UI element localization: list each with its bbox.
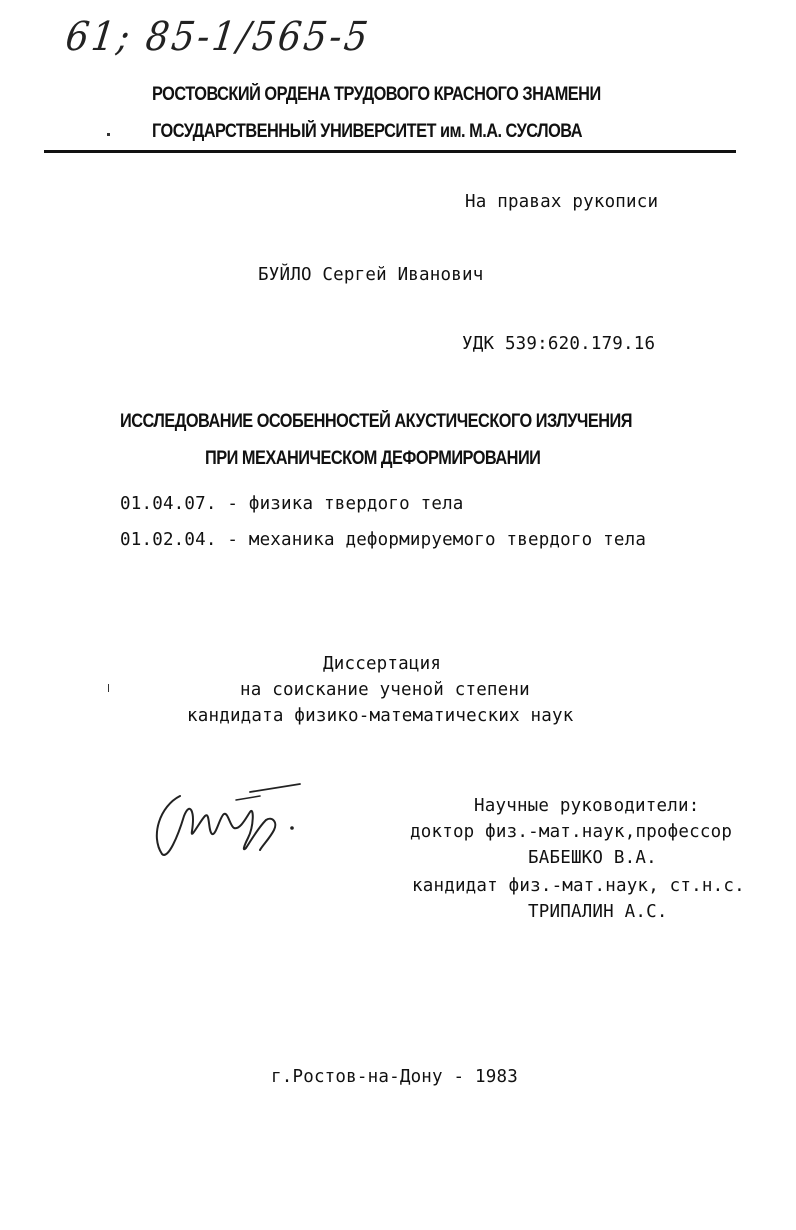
margin-dot [107, 133, 110, 136]
advisor-2-title: кандидат физ.-мат.наук, ст.н.с. [412, 876, 745, 896]
degree-line-3: кандидата физико-математических наук [187, 706, 574, 726]
specialty-1: 01.04.07. - физика твердого тела [120, 494, 464, 514]
dissertation-title-line-1: ИССЛЕДОВАНИЕ ОСОБЕННОСТЕЙ АКУСТИЧЕСКОГО ИЗЛУЧЕНИЯ [120, 411, 632, 432]
udk-code: УДК 539:620.179.16 [462, 334, 656, 354]
rights-note: На правах рукописи [465, 192, 659, 212]
advisor-2-name: ТРИПАЛИН А.С. [528, 902, 668, 922]
degree-line-1: Диссертация [323, 654, 442, 674]
signature-scribble [150, 776, 310, 866]
institution-line-1: РОСТОВСКИЙ ОРДЕНА ТРУДОВОГО КРАСНОГО ЗНАМЕНИ [152, 84, 601, 105]
degree-line-2: на соискание ученой степени [240, 680, 530, 700]
place-and-year: г.Ростов-на-Дону - 1983 [271, 1067, 518, 1087]
specialty-2: 01.02.04. - механика деформируемого твердого тела [120, 530, 647, 550]
institution-line-2: ГОСУДАРСТВЕННЫЙ УНИВЕРСИТЕТ им. М.А. СУСЛОВА [152, 121, 583, 142]
author-name: БУЙЛО Сергей Иванович [258, 265, 484, 285]
header-divider [44, 150, 736, 153]
dissertation-title-line-2: ПРИ МЕХАНИЧЕСКОМ ДЕФОРМИРОВАНИИ [205, 448, 541, 469]
advisors-heading: Научные руководители: [474, 796, 700, 816]
advisor-1-title: доктор физ.-мат.наук,профессор [410, 822, 733, 842]
advisor-1-name: БАБЕШКО В.А. [528, 848, 657, 868]
margin-tick [108, 684, 109, 692]
archive-number-handwritten: 61; 85-1/565-5 [63, 14, 373, 60]
